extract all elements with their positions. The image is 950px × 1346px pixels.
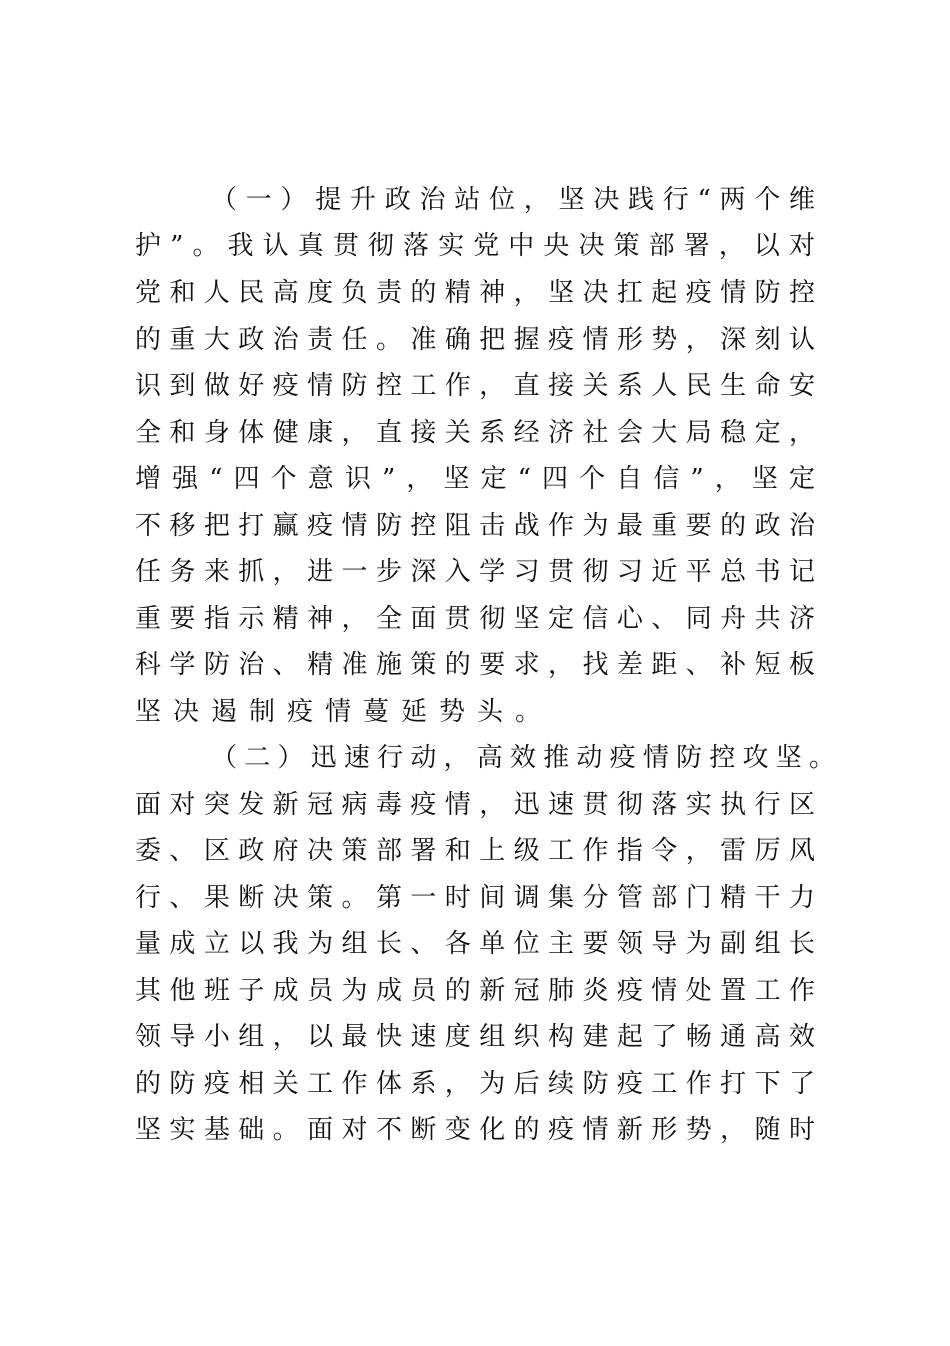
text-line: 党和人民高度负责的精神，坚决扛起疫情防控 bbox=[135, 278, 815, 308]
text-line: 量成立以我为组长、各单位主要领导为副组长 bbox=[135, 929, 815, 959]
text-line: 领导小组，以最快速度组织构建起了畅通高效 bbox=[135, 1022, 815, 1052]
text-line: 的防疫相关工作体系，为后续防疫工作打下了 bbox=[135, 1069, 815, 1099]
text-line: （二）迅速行动，高效推动疫情防控攻坚。 bbox=[211, 743, 835, 773]
text-line: （一）提升政治站位，坚决践行“两个维 bbox=[211, 185, 815, 215]
text-line: 科学防治、精准施策的要求，找差距、补短板 bbox=[135, 650, 815, 680]
text-line: 不移把打赢疫情防控阻击战作为最重要的政治 bbox=[135, 511, 815, 541]
text-line: 委、区政府决策部署和上级工作指令，雷厉风 bbox=[135, 836, 815, 866]
text-line: 识到做好疫情防控工作，直接关系人民生命安 bbox=[135, 371, 815, 401]
text-line: 坚决遏制疫情蔓延势头。 bbox=[135, 697, 554, 727]
text-line: 护”。我认真贯彻落实党中央决策部署，以对 bbox=[135, 231, 815, 261]
text-line: 重要指示精神，全面贯彻坚定信心、同舟共济 bbox=[135, 604, 815, 634]
text-line: 全和身体健康，直接关系经济社会大局稳定， bbox=[135, 418, 815, 448]
text-line: 的重大政治责任。准确把握疫情形势，深刻认 bbox=[135, 325, 815, 355]
text-line: 面对突发新冠病毒疫情，迅速贯彻落实执行区 bbox=[135, 790, 815, 820]
text-line: 任务来抓，进一步深入学习贯彻习近平总书记 bbox=[135, 557, 815, 587]
text-line: 增强“四个意识”，坚定“四个自信”，坚定 bbox=[135, 464, 815, 494]
text-line: 坚实基础。面对不断变化的疫情新形势，随时 bbox=[135, 1115, 815, 1145]
text-line: 其他班子成员为成员的新冠肺炎疫情处置工作 bbox=[135, 976, 815, 1006]
text-line: 行、果断决策。第一时间调集分管部门精干力 bbox=[135, 883, 815, 913]
